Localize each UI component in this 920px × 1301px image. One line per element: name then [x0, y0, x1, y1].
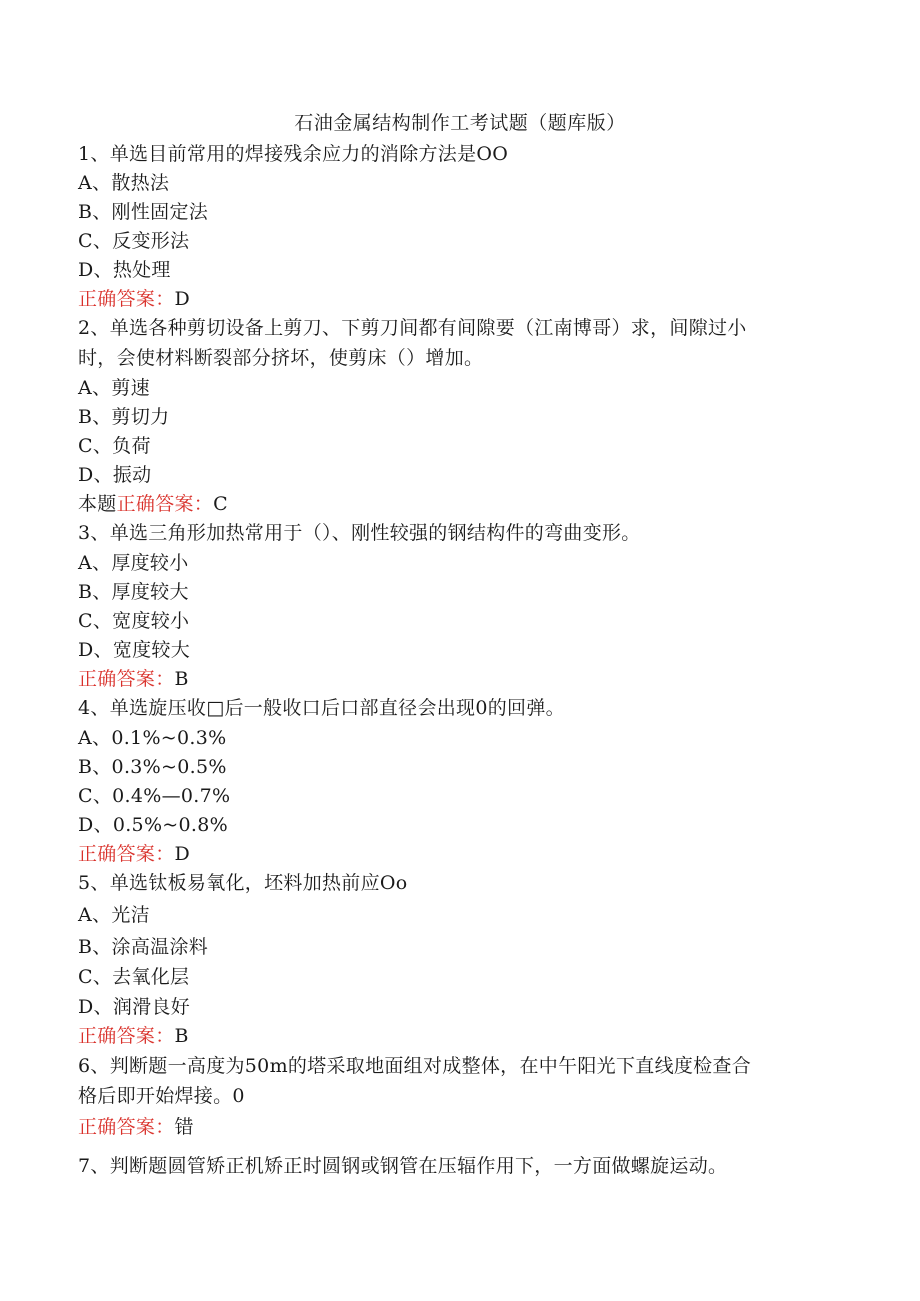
answer-label: 正确答案：	[78, 1116, 175, 1138]
question-2-option-b: B、剪切力	[78, 406, 170, 428]
question-5-option-c: C、去氧化层	[78, 966, 190, 988]
question-1-text: 1、单选目前常用的焊接残余应力的消除方法是OO	[78, 143, 509, 165]
answer-prefix: 本题	[78, 493, 117, 515]
question-2-option-d: D、振动	[78, 464, 152, 486]
answer-value: C	[213, 493, 228, 515]
question-7-text: 7、判断题圆管矫正机矫正时圆钢或钢管在压辐作用下，一方面做螺旋运动。	[78, 1155, 728, 1177]
question-3-option-d: D、宽度较大	[78, 639, 191, 661]
question-1-option-c: C、反变形法	[78, 230, 190, 252]
answer-label: 正确答案：	[78, 1025, 175, 1047]
question-5-text: 5、单选钛板易氧化，坯料加热前应Oo	[78, 872, 408, 894]
question-4-option-a: A、0.1%~0.3%	[78, 727, 227, 749]
question-4-option-d: D、0.5%~0.8%	[78, 814, 228, 836]
question-1-option-b: B、刚性固定法	[78, 201, 209, 223]
question-6-text-line-1: 6、判断题一高度为50m的塔采取地面组对成整体，在中午阳光下直线度检查合	[78, 1055, 752, 1077]
question-4-option-c: C、0.4%—0.7%	[78, 785, 231, 807]
answer-label: 正确答案：	[78, 668, 175, 690]
question-4-text: 4、单选旋压收□后一般收口后口部直径会出现0的回弹。	[78, 697, 565, 719]
question-3-option-c: C、宽度较小	[78, 610, 190, 632]
question-5-option-b: B、涂高温涂料	[78, 936, 209, 958]
answer-label: 正确答案：	[78, 288, 175, 310]
question-1-option-d: D、热处理	[78, 259, 171, 281]
answer-label: 正确答案：	[116, 493, 214, 515]
question-3-text: 3、单选三角形加热常用于（）、刚性较强的钢结构件的弯曲变形。	[78, 522, 641, 544]
question-3-answer	[78, 666, 189, 692]
answer-value: B	[174, 668, 189, 690]
question-6-text-line-2: 格后即开始焊接。0	[78, 1085, 245, 1107]
question-1-option-a: A、散热法	[78, 172, 170, 194]
question-5-option-a: A、光洁	[78, 904, 150, 926]
question-3-option-b: B、厚度较大	[78, 581, 189, 603]
answer-label: 正确答案：	[78, 843, 175, 865]
question-6-answer	[78, 1114, 194, 1140]
question-3-option-a: A、厚度较小	[78, 552, 189, 574]
page-title: 石油金属结构制作工考试题（题库版）	[294, 112, 626, 134]
question-2-text-line-1: 2、单选各种剪切设备上剪刀、下剪刀间都有间隙要（江南博哥）求，间隙过小	[78, 317, 747, 339]
question-2-text-line-2: 时，会使材料断裂部分挤坏，使剪床（）增加。	[78, 347, 484, 369]
question-4-answer	[78, 841, 190, 867]
question-5-answer	[78, 1023, 189, 1049]
question-4-option-b: B、0.3%~0.5%	[78, 756, 227, 778]
question-5-option-d: D、润滑良好	[78, 996, 191, 1018]
question-2-option-a: A、剪速	[78, 377, 150, 399]
answer-value: D	[174, 843, 191, 865]
question-2-answer	[78, 491, 228, 517]
question-2-option-c: C、负荷	[78, 435, 151, 457]
answer-value: D	[174, 288, 191, 310]
answer-value: 错	[174, 1116, 194, 1138]
question-1-answer	[78, 286, 190, 312]
answer-value: B	[174, 1025, 189, 1047]
